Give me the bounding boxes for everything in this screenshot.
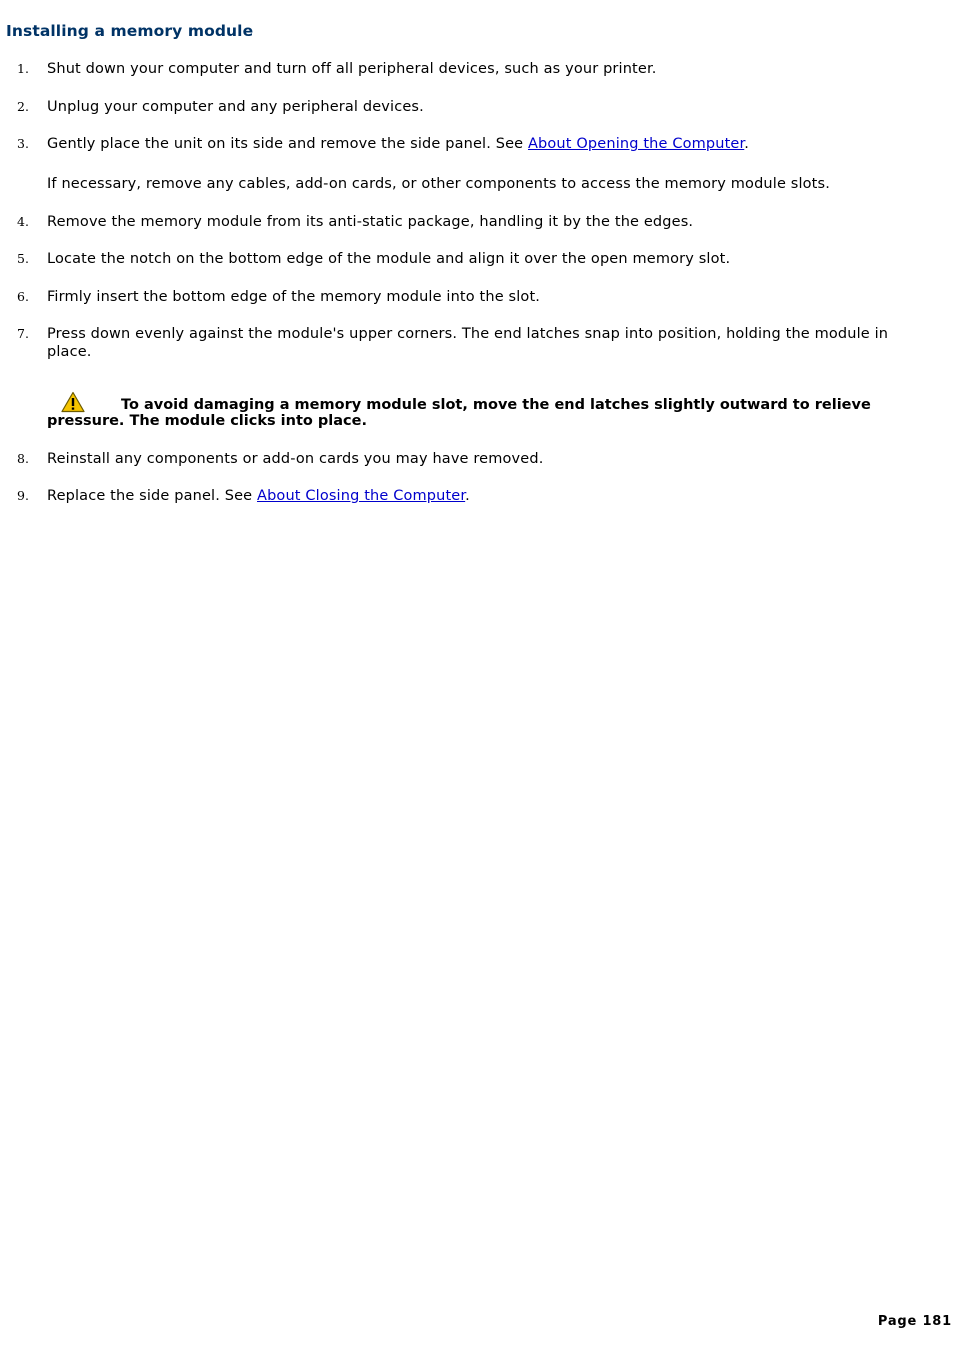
step-text [47,487,907,505]
about-closing-link[interactable]: About Closing the Computer [257,488,466,504]
page-title: Installing a memory module [6,22,254,40]
step-text-before: Replace the side panel. See [47,488,257,504]
step-text: Reinstall any components or add-on cards you may have removed. [47,451,544,467]
step-text: Firmly insert the bottom edge of the memory module into the slot. [47,289,541,305]
step-number: 6. [17,289,29,304]
step-text: Press down evenly against the module's upper corners. The end latches snap into position, holding the module in place. [47,326,889,360]
step-number: 2. [17,99,29,114]
step-text: Remove the memory module from its anti-static package, handling it by the the edges. [47,214,694,230]
step-number: 4. [17,214,29,229]
step-number: 7. [17,326,29,341]
step-text: Unplug your computer and any peripheral devices. [47,99,424,115]
step-number: 1. [17,61,29,76]
step-text: Locate the notch on the bottom edge of the module and align it over the open memory slot. [47,251,731,267]
step-text-after: . [744,136,750,152]
about-opening-link[interactable]: About Opening the Computer [527,136,745,152]
warning-note: To avoid damaging a memory module slot, move the end latches slightly outward to relieve pressure. The module clicks into place. [47,397,871,429]
step-text: Shut down your computer and turn off all peripheral devices, such as your printer. [47,61,657,77]
step-text-before: Gently place the unit on its side and remove the side panel. See [47,136,528,152]
step-number: 9. [17,488,29,503]
page-number: Page 181 [877,1314,952,1329]
step-number: 8. [17,451,29,466]
step-number: 5. [17,251,29,266]
step-text [47,135,907,153]
step-text-after: . [465,488,470,504]
step-number: 3. [17,136,29,151]
step-subtext: If necessary, remove any cables, add-on cards, or other components to access the memory module slots. [47,176,830,192]
